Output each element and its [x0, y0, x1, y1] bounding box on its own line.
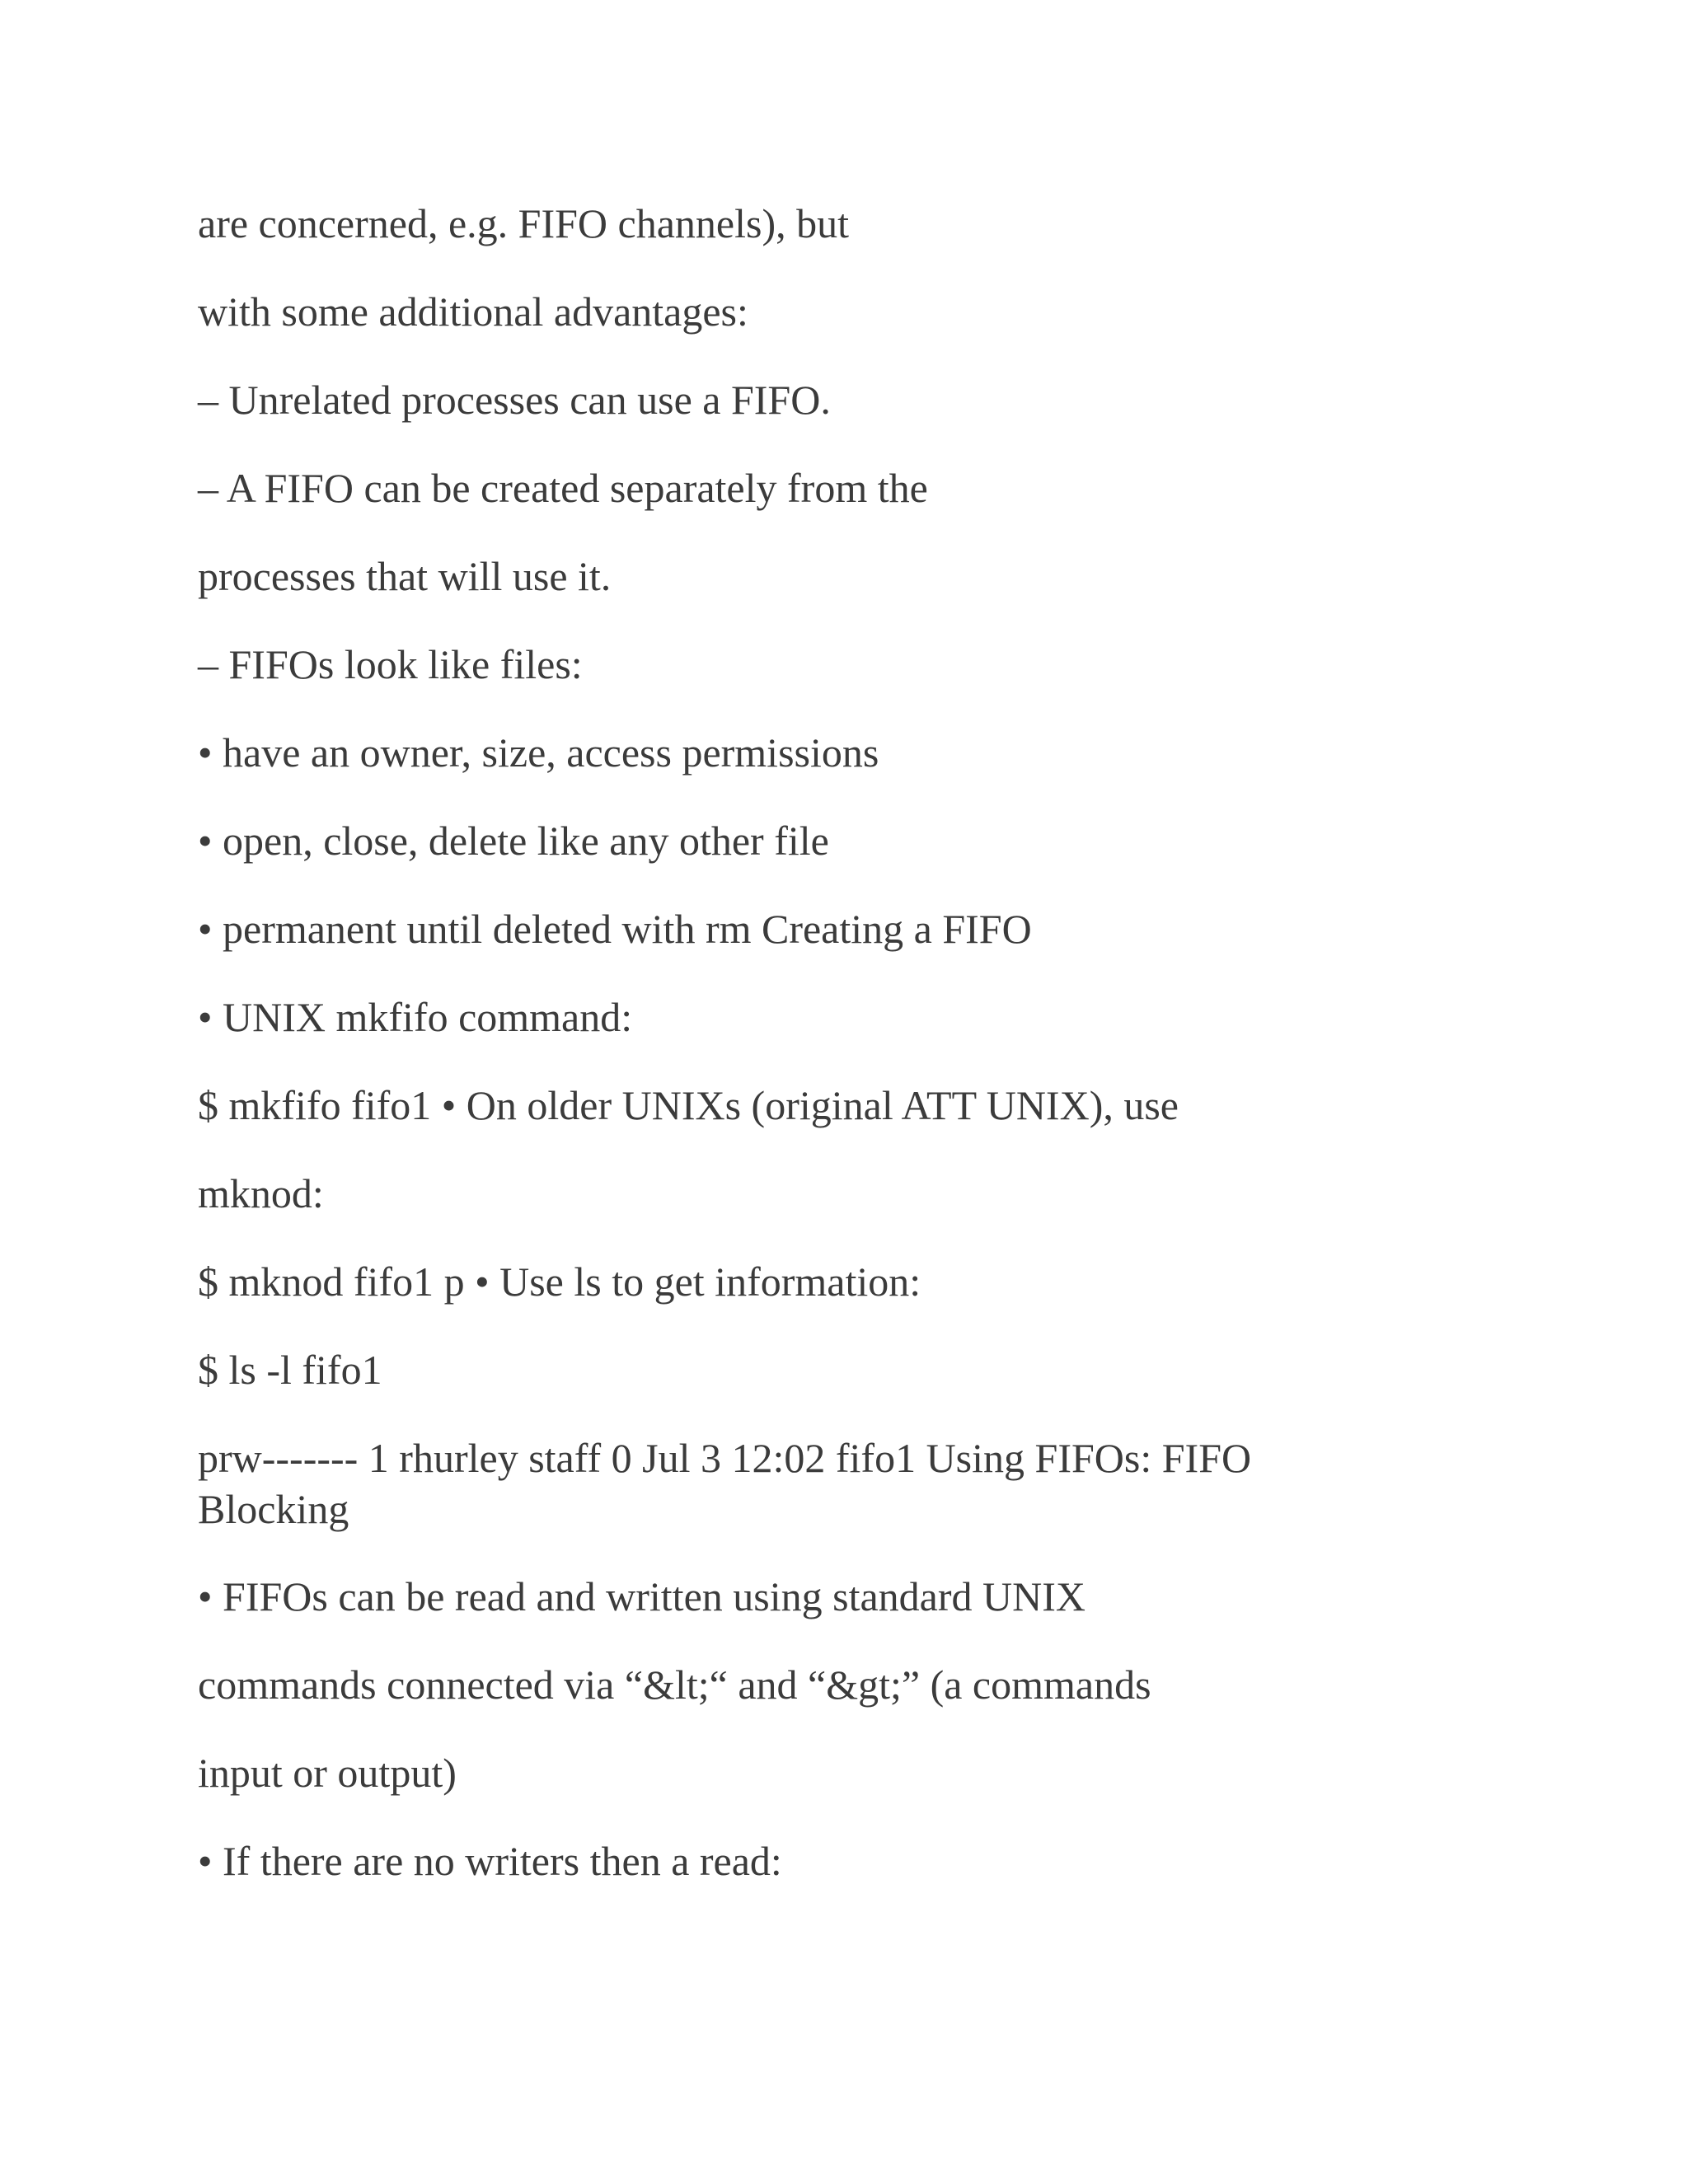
text-line: – Unrelated processes can use a FIFO. — [198, 377, 831, 423]
text-line: prw------- 1 rhurley staff 0 Jul 3 12:02 fifo1 Using FIFOs: FIFO Blocking — [198, 1435, 1252, 1532]
text-line: • UNIX mkfifo command: — [198, 994, 633, 1040]
text-line: • have an owner, size, access permissions — [198, 729, 879, 776]
text-line: are concerned, e.g. FIFO channels), but — [198, 200, 849, 246]
text-line: • FIFOs can be read and written using standard UNIX — [198, 1573, 1085, 1619]
text-line: – A FIFO can be created separately from the — [198, 465, 928, 511]
text-line: • open, close, delete like any other file — [198, 818, 829, 864]
text-line: • permanent until deleted with rm Creating a FIFO — [198, 906, 1032, 952]
text-line: mknod: — [198, 1170, 324, 1216]
text-line: $ ls -l fifo1 — [198, 1347, 382, 1393]
text-line: $ mkfifo fifo1 • On older UNIXs (original ATT UNIX), use — [198, 1082, 1179, 1128]
text-line: commands connected via “&lt;“ and “&gt;” (a commands — [198, 1661, 1151, 1708]
text-line: input or output) — [198, 1750, 457, 1796]
text-line: – FIFOs look like files: — [198, 641, 583, 687]
text-line: $ mknod fifo1 p • Use ls to get information: — [198, 1258, 921, 1305]
text-line: • If there are no writers then a read: — [198, 1838, 782, 1884]
text-line: processes that will use it. — [198, 553, 612, 599]
text-line: with some additional advantages: — [198, 288, 748, 335]
